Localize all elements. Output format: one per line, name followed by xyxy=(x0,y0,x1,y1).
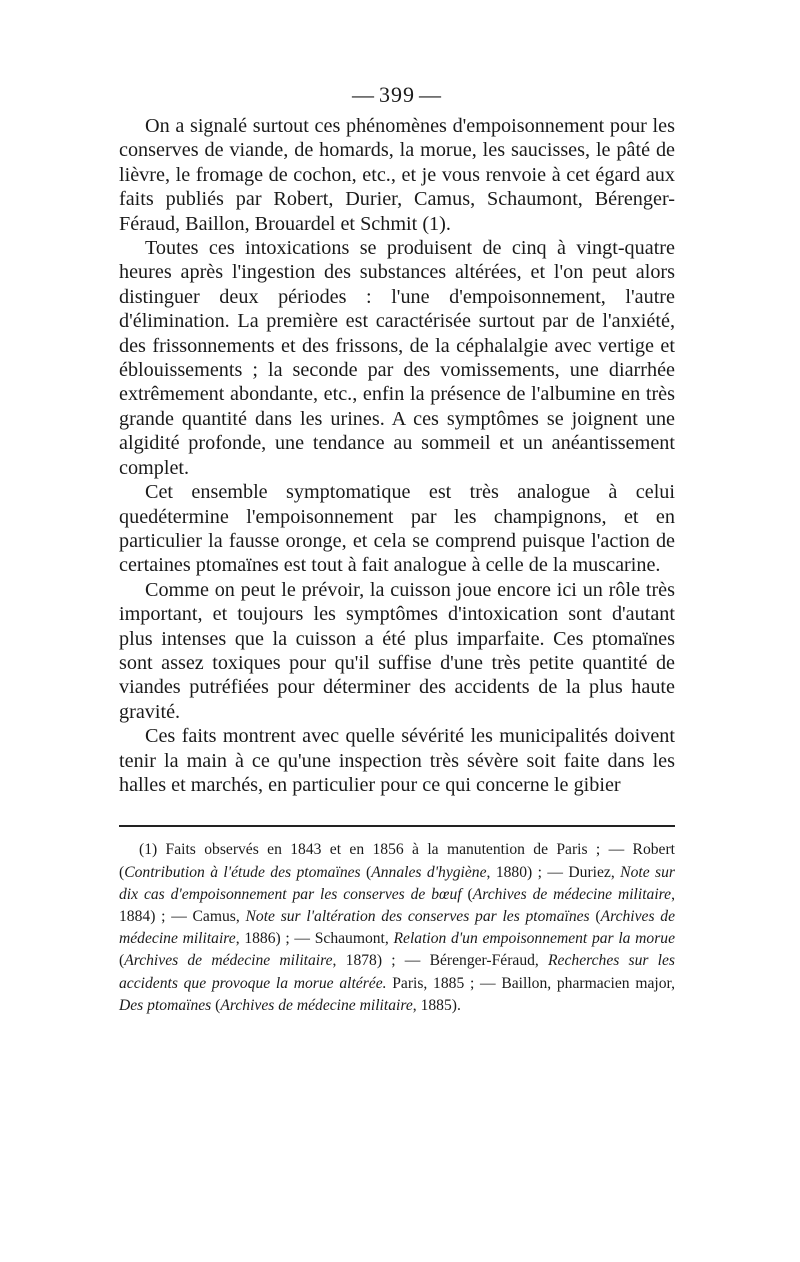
footnote-title: Contribution à l'étude des ptomaïnes xyxy=(124,863,361,881)
paragraph: Toutes ces intoxications se produisent de cinq à vingt-quatre heures après l'ingestion des substances altérées, et l'on peut alors distinguer deux périodes : l'une d'empoisonnement, l'autre d'élimination. La première est caractérisée surtout par de l'anxiété, des frissonnements et des frissons, de la céphalalgie avec vertige et éblouissements ; la seconde par des vomissements, une diarrhée extrêmement abondante, etc., enfin la présence de l'albumine en très grande quantité dans les urines. A ces symptômes se joignent une algidité profonde, une tendance au sommeil et un anéantissement complet. xyxy=(119,237,675,479)
footnote-segment: ( xyxy=(211,996,221,1014)
footnote-title: Recherches sur les accidents que provoque la morue altérée. xyxy=(119,952,675,992)
footnote-segment: (1) Faits observés en 1843 et en 1856 à la manutention de Paris ; — Robert ( xyxy=(119,841,675,881)
footnote-title: Annales d'hygiène xyxy=(371,863,487,881)
footnote-segment: , 1878) ; — Bérenger-Féraud, xyxy=(332,952,549,970)
paragraph: Comme on peut le prévoir, la cuisson joue encore ici un rôle très important, et toujours les symptômes d'intoxication sont d'autant plus intenses que la cuisson a été plus imparfaite. Ces ptomaïnes sont assez toxiques pour qu'il suffise d'une très petite quantité de viandes putréfiées pour déterminer des accidents de la plus haute gravité. xyxy=(119,578,675,723)
book-page xyxy=(119,82,675,1017)
footnote-title: Note sur dix cas d'empoisonnement par les conserves de bœuf xyxy=(119,863,675,903)
footnote-segment: , 1885). xyxy=(412,996,461,1014)
footnote-segment: ( xyxy=(360,863,372,881)
footnote-separator xyxy=(119,825,675,827)
footnote-title: Relation d'un empoisonnement par la morue xyxy=(393,930,676,948)
body-text xyxy=(119,114,675,797)
footnote-segment: , 1880) ; — Duriez, xyxy=(486,863,621,881)
footnote-segment: , 1884) ; — Camus, xyxy=(119,885,675,925)
paragraph: On a signalé surtout ces phénomènes d'empoisonnement pour les conserves de viande, de homards, la morue, les saucisses, le pâté de lièvre, le fromage de cochon, etc., et je vous renvoie à cet égard aux faits publiés par Robert, Durier, Camus, Schaumont, Bérenger-Féraud, Baillon, Brouardel et Schmit (1). xyxy=(119,115,675,235)
page-number xyxy=(119,82,675,108)
page-number-dash-left: — xyxy=(352,82,375,107)
paragraph: Ces faits montrent avec quelle sévérité les municipalités doivent tenir la main à ce qu'une inspection très sévère soit faite dans les halles et marchés, en particulier pour ce qui concerne le gibier xyxy=(119,725,675,796)
footnote-segment: ( xyxy=(461,885,473,903)
footnote-title: Archives de médecine militaire xyxy=(472,885,672,903)
footnote-text xyxy=(119,839,675,1017)
footnote-segment: Paris, 1885 ; — Baillon, pharmacien major, xyxy=(386,974,675,992)
page-number-dash-right: — xyxy=(419,82,442,107)
footnote-segment: ( xyxy=(589,907,601,925)
footnote-title: Des ptomaïnes xyxy=(119,996,212,1014)
footnote-segment: , 1886) ; — Schaumont, xyxy=(235,930,394,948)
footnote-title: Archives de médecine militaire xyxy=(124,952,333,970)
paragraph: Cet ensemble symptomatique est très analogue à celui quedétermine l'empoisonnement par les champignons, et en particulier la fausse oronge, et cela se comprend puisque l'action de certaines ptomaïnes est tout à fait analogue à celle de la muscarine. xyxy=(119,481,675,577)
footnote-title: Archives de médecine militaire xyxy=(220,996,413,1014)
footnote xyxy=(119,839,675,1017)
footnote-title: Note sur l'altération des conserves par les ptomaïnes xyxy=(245,907,590,925)
footnote-segment: ( xyxy=(119,952,125,970)
footnote-title: Archives de médecine militaire xyxy=(119,907,675,948)
page-number-value: 399 xyxy=(379,82,415,107)
